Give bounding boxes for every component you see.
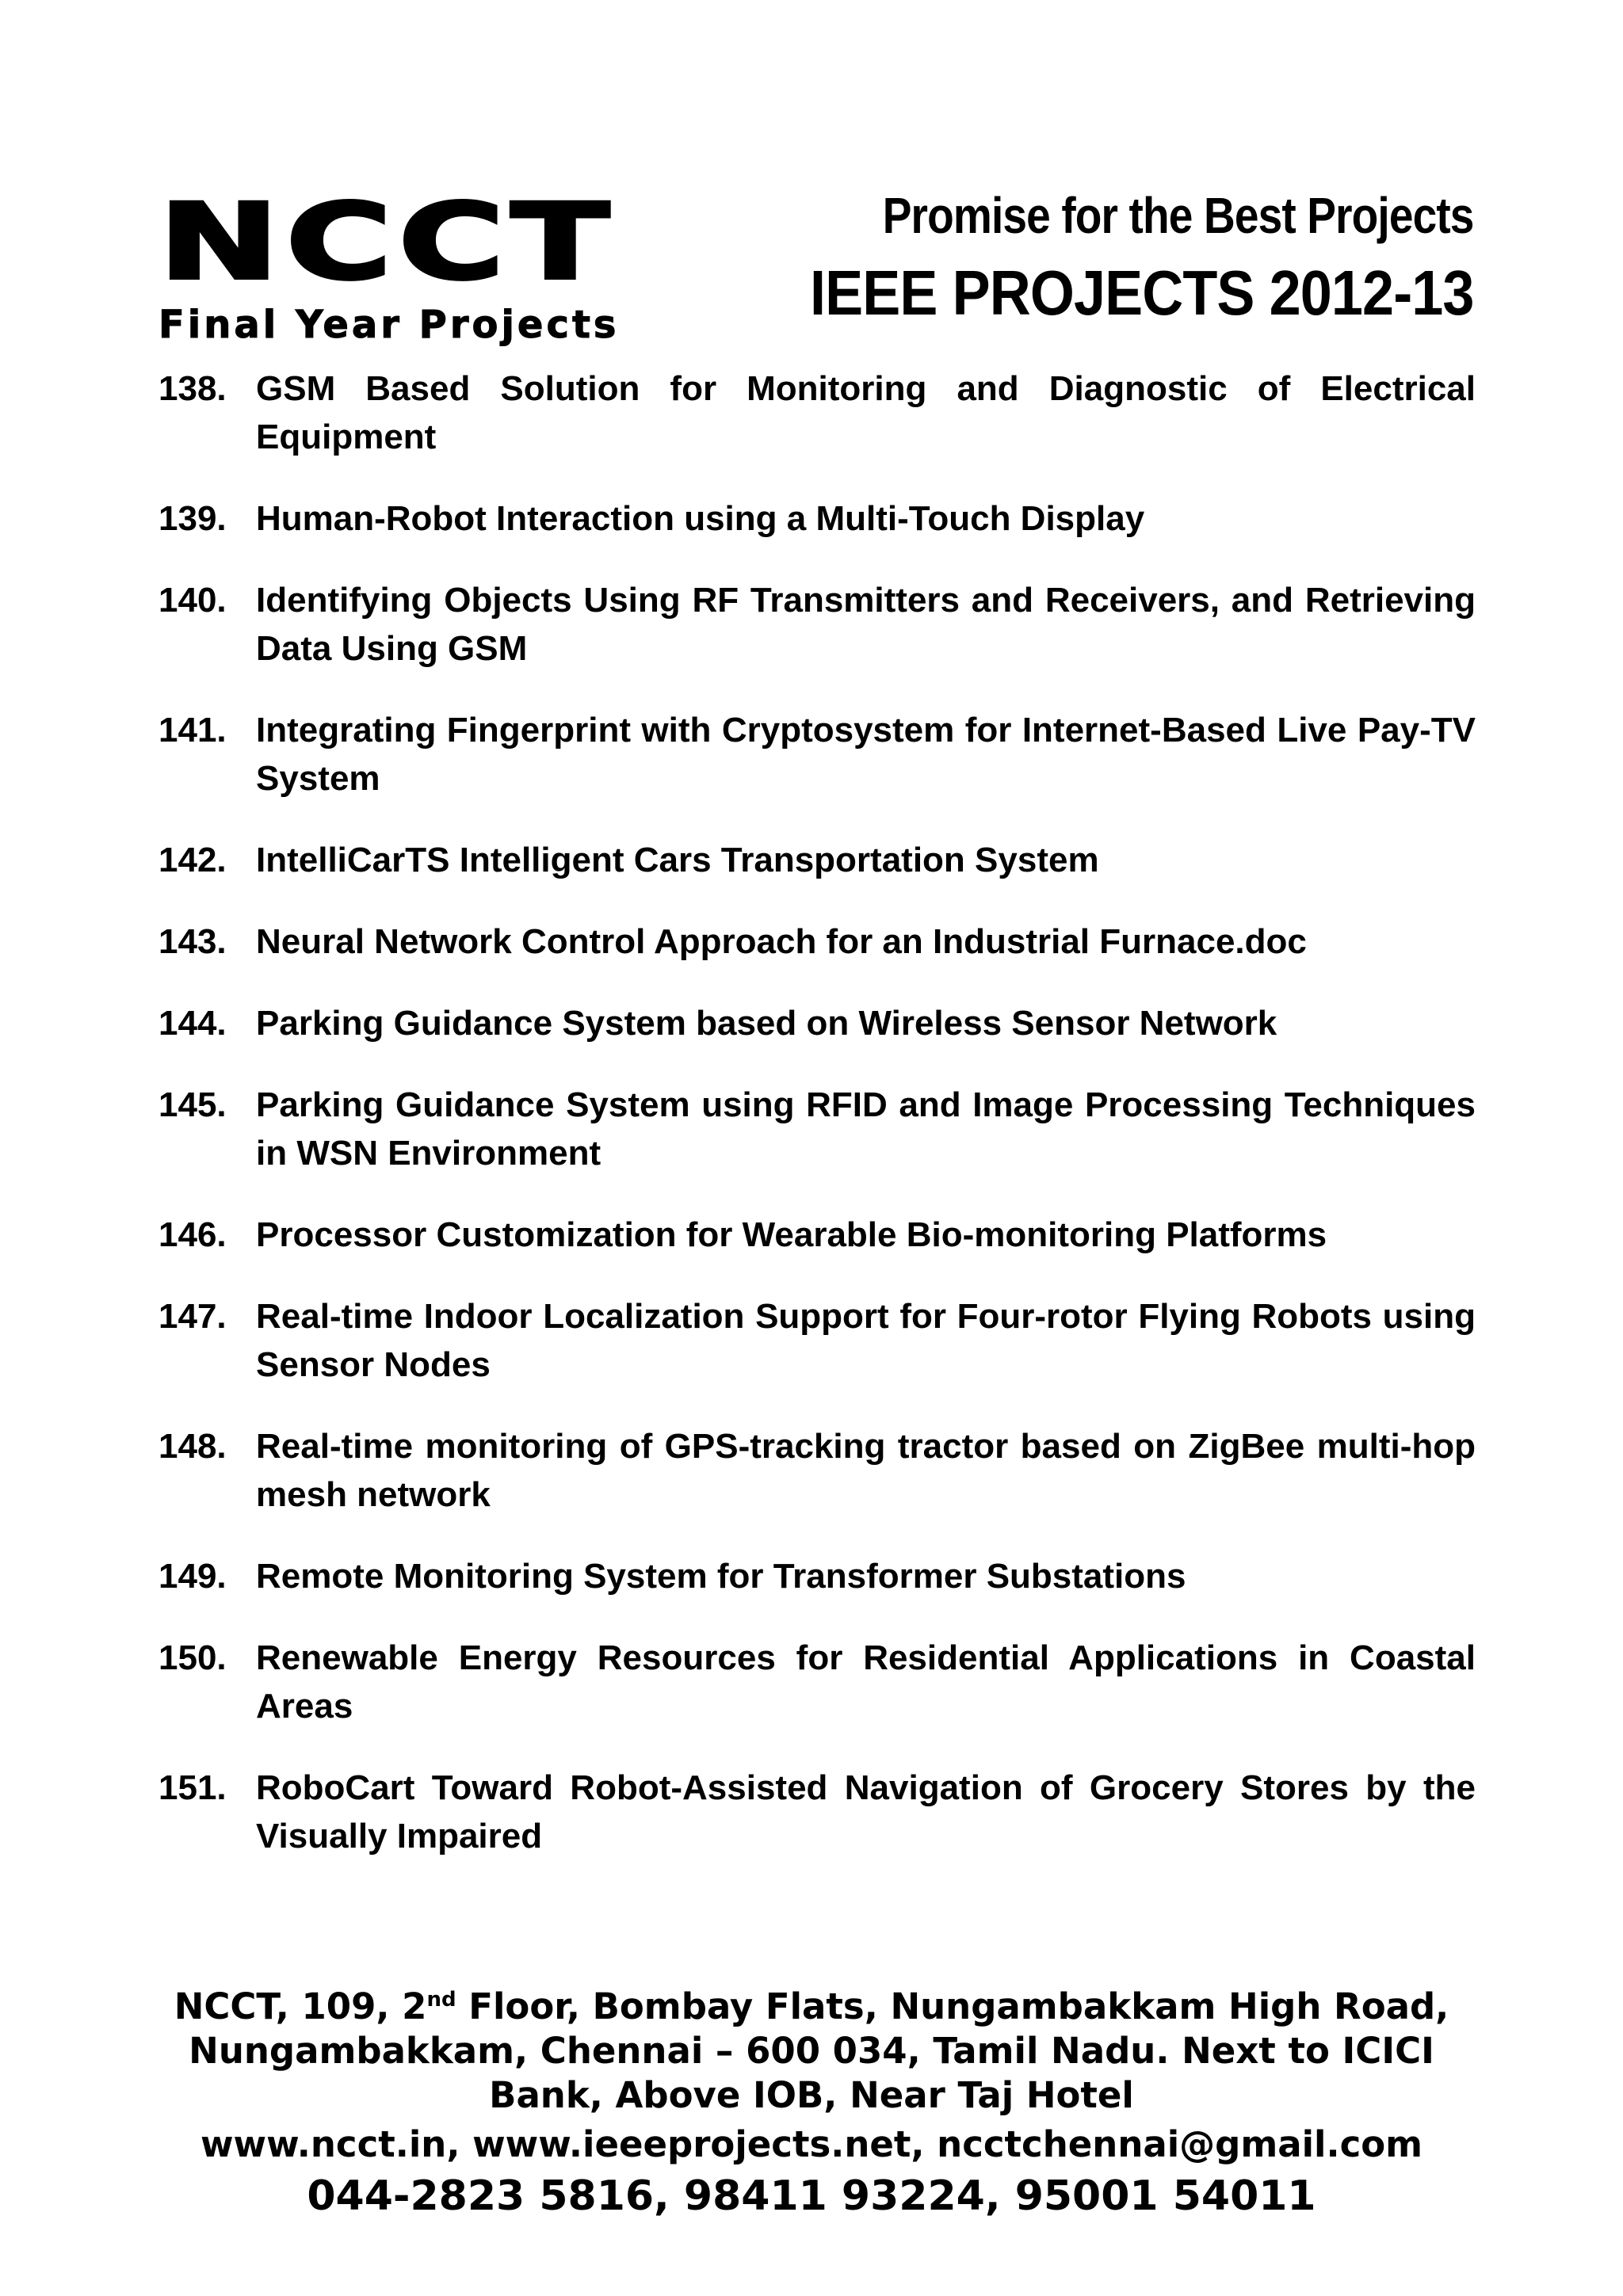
item-title: Parking Guidance System using RFID and Image Processing Techniques in WSN Environment [256,1085,1476,1173]
item-title: GSM Based Solution for Monitoring and Diagnostic of Electrical Equipment [256,369,1476,456]
item-number: 138. [158,369,227,408]
item-title: Integrating Fingerprint with Cryptosystem for Internet-Based Live Pay-TV System [256,711,1476,798]
contact-footer [127,1985,1496,2222]
item-number: 146. [158,1215,227,1254]
item-number: 145. [158,1085,227,1124]
logo-subtitle: Final Year Projects [158,303,620,347]
item-title: Remote Monitoring System for Transformer Substations [256,1557,1186,1596]
item-number: 151. [158,1768,227,1807]
address-prefix: NCCT, 109, 2 [174,1985,427,2027]
item-number: 150. [158,1638,227,1677]
address-ordinal: nd [426,1988,456,2012]
list-item [158,1552,1476,1600]
item-number: 143. [158,922,227,961]
header-tagline-block [736,187,1474,328]
list-item [158,917,1476,966]
item-title: Identifying Objects Using RF Transmitters and Receivers, and Retrieving Data Using GSM [256,581,1476,668]
list-item [158,1422,1476,1519]
address-rest: Floor, Bombay Flats, Nungambakkam High Road, Nungambakkam, Chennai – 600 034, Tamil Nadu. Next to ICICI Bank, Above IOB, Near Taj Hotel [189,1985,1449,2116]
list-item [158,836,1476,884]
item-number: 144. [158,1004,227,1043]
item-title: Real-time Indoor Localization Support for Four-rotor Flying Robots using Sensor Nodes [256,1297,1476,1384]
item-title: Human-Robot Interaction using a Multi-Touch Display [256,499,1145,538]
list-item [158,494,1476,543]
list-item [158,999,1476,1047]
item-number: 141. [158,711,227,749]
list-item [158,364,1476,461]
phone-numbers: 044-2823 5816, 98411 93224, 95001 54011 [307,2172,1316,2220]
list-item [158,706,1476,803]
address [127,1985,1496,2118]
logo-wordmark: NCCT [158,181,617,303]
project-list [158,364,1476,1894]
item-title: Real-time monitoring of GPS-tracking tractor based on ZigBee multi-hop mesh network [256,1427,1476,1514]
page-title: IEEE PROJECTS 2012-13 [810,257,1474,328]
ncct-logo [158,181,713,347]
item-title: Neural Network Control Approach for an Industrial Furnace.doc [256,922,1307,961]
item-number: 139. [158,499,227,538]
item-title: IntelliCarTS Intelligent Cars Transportation System [256,841,1099,879]
item-title: RoboCart Toward Robot-Assisted Navigation of Grocery Stores by the Visually Impaired [256,1768,1476,1855]
list-item [158,1764,1476,1860]
item-number: 148. [158,1427,227,1466]
list-item [158,1211,1476,1259]
item-number: 142. [158,841,227,879]
item-number: 147. [158,1297,227,1336]
list-item [158,1292,1476,1389]
web-and-email: www.ncct.in, www.ieeeprojects.net, ncctchennai@gmail.com [200,2123,1423,2165]
item-number: 149. [158,1557,227,1596]
list-item [158,1081,1476,1177]
item-number: 140. [158,581,227,620]
item-title: Parking Guidance System based on Wireless Sensor Network [256,1004,1277,1043]
list-item [158,576,1476,673]
tagline: Promise for the Best Projects [883,187,1474,244]
list-item [158,1634,1476,1730]
item-title: Renewable Energy Resources for Residential Applications in Coastal Areas [256,1638,1476,1726]
item-title: Processor Customization for Wearable Bio-monitoring Platforms [256,1215,1327,1254]
